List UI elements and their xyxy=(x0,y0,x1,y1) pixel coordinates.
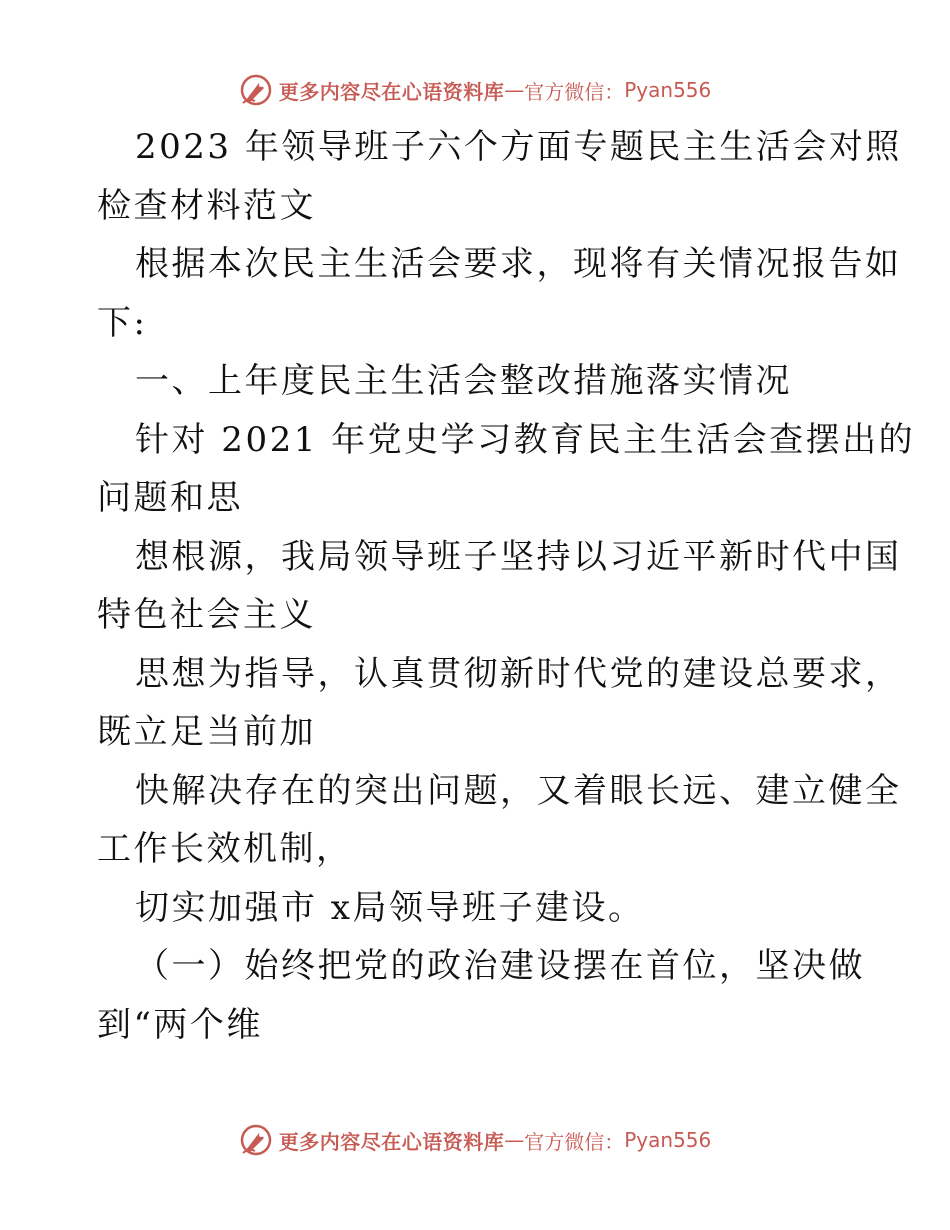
subsection-heading: （一）始终把党的政治建设摆在首位，坚决做 xyxy=(135,946,865,986)
paragraph-line: 特色社会主义 xyxy=(97,595,316,635)
watermark-separator: — xyxy=(504,1128,525,1152)
footer-watermark xyxy=(0,1120,950,1160)
paragraph-line: 问题和思 xyxy=(97,478,243,518)
watermark-separator: — xyxy=(504,78,525,102)
document-body xyxy=(97,118,916,1054)
pen-nib-circle-icon xyxy=(239,73,273,107)
paragraph-line: 工作长效机制， xyxy=(97,829,353,869)
watermark-wechat-label: 官方微信： xyxy=(524,1129,625,1154)
watermark-wechat-label: 官方微信： xyxy=(524,79,625,104)
paragraph-line: 想根源，我局领导班子坚持以习近平新时代中国 xyxy=(135,536,902,577)
document-title-line-1: 2023 年领导班子六个方面专题民主生活会对照 xyxy=(135,127,902,167)
watermark-main-text: 更多内容尽在心语资料库 xyxy=(278,1129,505,1154)
document-title-line-2: 检查材料范文 xyxy=(97,185,316,226)
paragraph-line: 思想为指导，认真贯彻新时代党的建设总要求， xyxy=(135,653,902,694)
pen-nib-circle-icon xyxy=(239,1123,273,1157)
watermark-wechat-id: Pyan556 xyxy=(624,78,712,102)
paragraph-line: 根据本次民主生活会要求，现将有关情况报告如 xyxy=(135,244,902,284)
watermark-wechat-id: Pyan556 xyxy=(624,1128,712,1152)
paragraph-line: 快解决存在的突出问题，又着眼长远、建立健全 xyxy=(135,770,902,811)
paragraph-line: 下: xyxy=(97,302,148,343)
paragraph-line: 既立足当前加 xyxy=(97,712,316,752)
paragraph-line: 针对 2021 年党史学习教育民主生活会查摆出的 xyxy=(135,419,916,460)
header-watermark xyxy=(0,70,950,110)
watermark-main-text: 更多内容尽在心语资料库 xyxy=(278,79,505,104)
section-heading: 一、上年度民主生活会整改措施落实情况 xyxy=(135,361,792,401)
paragraph-line: 切实加强市 x局领导班子建设。 xyxy=(135,887,645,928)
paragraph-line: 到“两个维 xyxy=(97,1004,263,1045)
